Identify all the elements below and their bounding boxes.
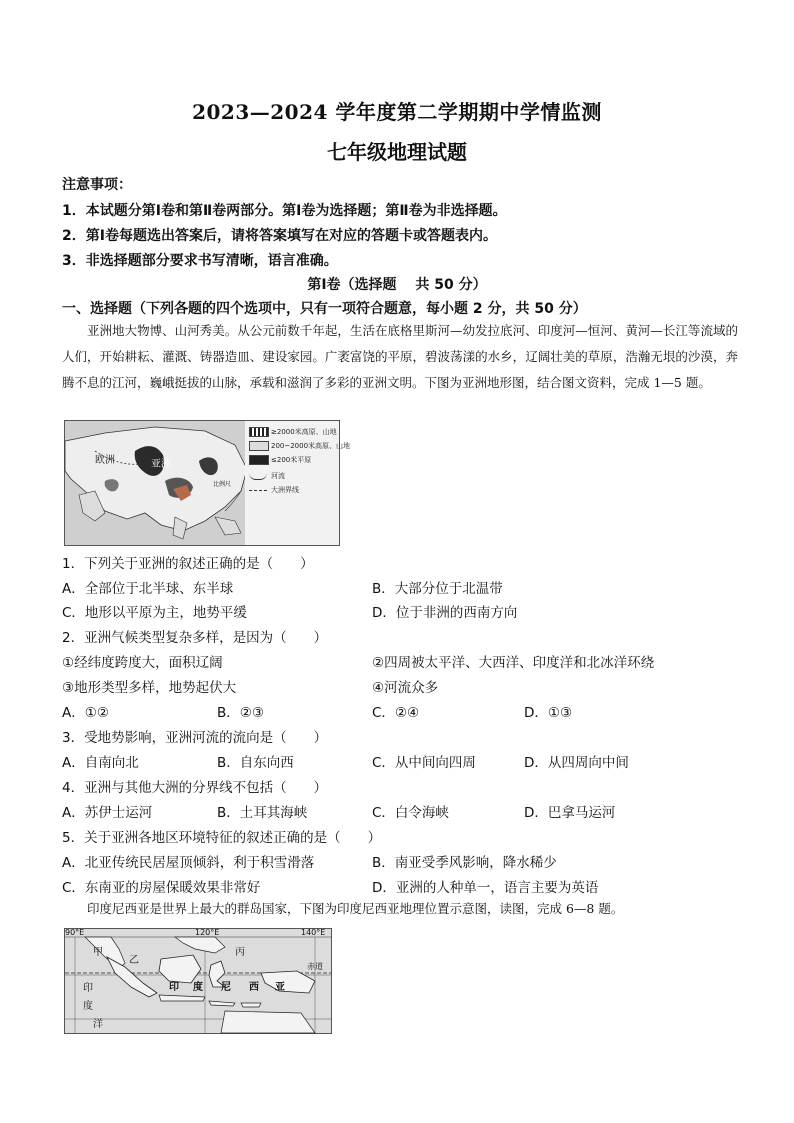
notice-heading: 注意事项： (62, 177, 132, 193)
question-1-option-a[interactable]: A．全部位于北半球、东半球 (62, 581, 234, 597)
legend-swatch-low (249, 455, 269, 465)
country-char-4: 西 (249, 982, 259, 993)
legend-swatch-mid (249, 441, 269, 451)
exam-title: 2023—2024 学年度第二学期期中学情监测 (192, 100, 602, 124)
question-5-stem: 5．关于亚洲各地区环境特征的叙述正确的是（ ） (62, 830, 382, 846)
indonesia-map (64, 928, 332, 1034)
question-2-option-a[interactable]: A．①② (62, 705, 109, 721)
question-2-statement-4: ④河流众多 (372, 680, 439, 696)
exam-subtitle: 七年级地理试题 (327, 140, 467, 164)
question-1-option-d[interactable]: D．位于非洲的西南方向 (372, 605, 518, 621)
passage-asia: 亚洲地大物博、山河秀美。从公元前数千年起，生活在底格里斯河—幼发拉底河、印度河—恒河、黄河—长江等流域的人们，开始耕耘、灌溉、铸器造皿、建设家园。广袤富饶的平原，碧波荡漾的水乡，辽阔壮美的草原，浩瀚无垠的沙漠，奔腾不息的江河，巍峨挺拔的山脉，承载和滋润了多彩的亚洲文明。下图为亚洲地形图，结合图文资料，完成 1—5 题。 (62, 323, 738, 390)
question-2-option-b[interactable]: B．②③ (217, 705, 264, 721)
legend-boundary: 大洲界线 (271, 486, 299, 494)
question-2-statement-2: ②四周被太平洋、大西洋、印度洋和北冰洋环绕 (372, 655, 655, 671)
europe-label: 欧洲 (95, 455, 115, 466)
asia-map-graphic (65, 421, 339, 545)
country-char-1: 印 (169, 982, 179, 993)
legend-river: 河流 (271, 472, 285, 480)
question-5-option-d[interactable]: D．亚洲的人种单一，语言主要为英语 (372, 880, 599, 896)
question-5-option-a[interactable]: A．北亚传统民居屋顶倾斜，利于积雪滑落 (62, 855, 315, 871)
question-3-option-c[interactable]: C．从中间向四周 (372, 755, 476, 771)
notice-item-1: 1．本试题分第Ⅰ卷和第Ⅱ卷两部分。第Ⅰ卷为选择题；第Ⅱ卷为非选择题。 (62, 203, 507, 219)
longitude-120e: 120°E (195, 928, 220, 937)
ocean-char-1: 印 (83, 983, 93, 994)
legend-boundary-symbol (249, 490, 267, 491)
question-2-statement-1: ①经纬度跨度大，面积辽阔 (62, 655, 223, 671)
country-char-2: 度 (193, 982, 203, 993)
question-4-stem: 4．亚洲与其他大洲的分界线不包括（ ） (62, 780, 328, 796)
question-3-option-b[interactable]: B．自东向西 (217, 755, 294, 771)
question-5-option-c[interactable]: C．东南亚的房屋保暖效果非常好 (62, 880, 261, 896)
ocean-char-2: 度 (83, 1001, 93, 1012)
question-1-option-b[interactable]: B．大部分位于北温带 (372, 581, 503, 597)
passage-indonesia: 印度尼西亚是世界上最大的群岛国家，下图为印度尼西亚地理位置示意图，读图，完成 6—8 题。 (87, 901, 624, 916)
question-4-option-b[interactable]: B．土耳其海峡 (217, 805, 308, 821)
notice-item-2: 2．第Ⅰ卷每题选出答案后，请将答案填写在对应的答题卡或答题表内。 (62, 228, 497, 244)
sea-mark-bing: 丙 (235, 947, 245, 958)
question-4-option-d[interactable]: D．巴拿马运河 (524, 805, 616, 821)
scale-note: 比例尺 (213, 481, 232, 488)
asia-label: 亚洲 (151, 459, 171, 470)
question-5-option-b[interactable]: B．南亚受季风影响，降水稀少 (372, 855, 557, 871)
sea-mark-yi: 乙 (129, 955, 139, 966)
equator-label: 赤道 (307, 962, 323, 971)
question-3-option-a[interactable]: A．自南向北 (62, 755, 139, 771)
question-3-option-d[interactable]: D．从四周向中间 (524, 755, 629, 771)
legend-swatch-high (249, 427, 269, 437)
notice-item-3: 3．非选择题部分要求书写清晰，语言准确。 (62, 253, 338, 269)
question-1-option-c[interactable]: C．地形以平原为主，地势平缓 (62, 605, 247, 621)
legend-high: ≥2000米高原、山地 (271, 428, 337, 436)
ocean-char-3: 洋 (93, 1019, 103, 1030)
country-char-5: 亚 (275, 982, 285, 993)
volume-heading: 第Ⅰ卷（选择题 共 50 分） (307, 277, 487, 293)
question-1-stem: 1．下列关于亚洲的叙述正确的是（ ） (62, 556, 314, 572)
question-4-option-a[interactable]: A．苏伊士运河 (62, 805, 153, 821)
sea-mark-jia: 甲 (93, 947, 103, 958)
legend-low: ≤200米平原 (271, 456, 312, 464)
question-2-option-c[interactable]: C．②④ (372, 705, 420, 721)
part-heading: 一、选择题（下列各题的四个选项中，只有一项符合题意，每小题 2 分，共 50 分） (62, 301, 587, 317)
question-2-statement-3: ③地形类型多样，地势起伏大 (62, 680, 237, 696)
longitude-90e: 90°E (65, 928, 85, 937)
country-char-3: 尼 (221, 982, 231, 993)
question-3-stem: 3．受地势影响，亚洲河流的流向是（ ） (62, 730, 328, 746)
longitude-140e: 140°E (301, 928, 326, 937)
question-4-option-c[interactable]: C．白令海峡 (372, 805, 449, 821)
question-2-stem: 2．亚洲气候类型复杂多样，是因为（ ） (62, 630, 328, 646)
asia-map (64, 420, 351, 546)
legend-mid: 200~2000米高原、山地 (271, 442, 351, 450)
question-2-option-d[interactable]: D．①③ (524, 705, 573, 721)
